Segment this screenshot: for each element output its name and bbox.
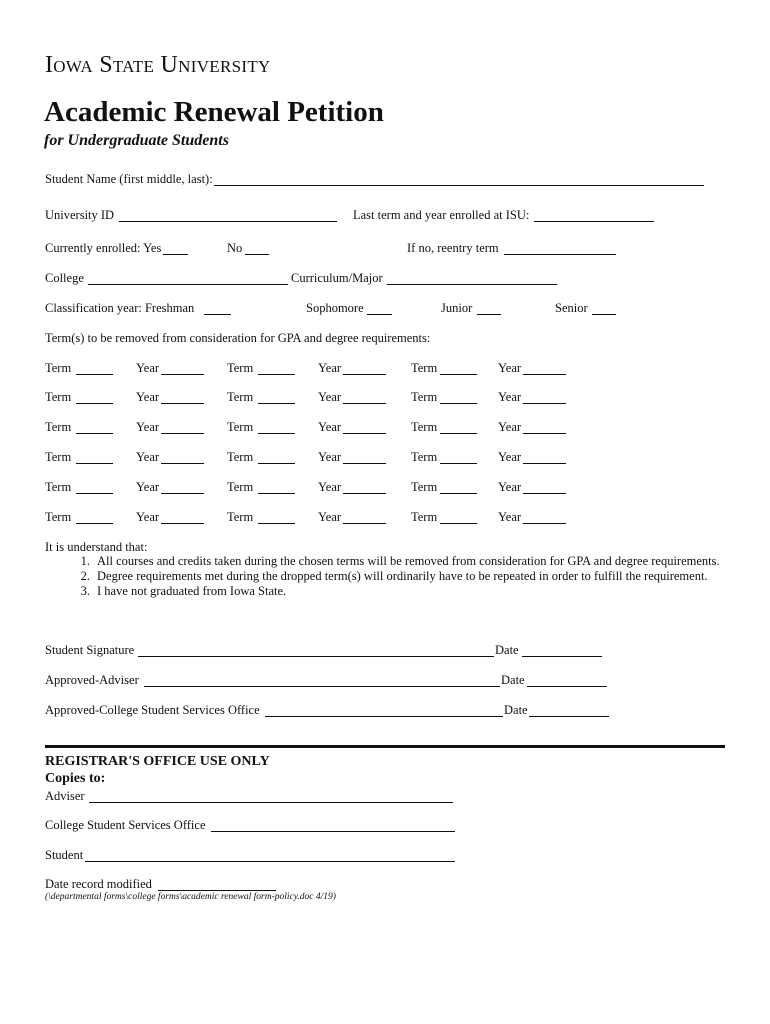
term-field[interactable] xyxy=(76,452,113,464)
curriculum-label: Curriculum/Major xyxy=(291,271,383,285)
term-label: Term xyxy=(227,450,254,464)
year-field[interactable] xyxy=(343,392,386,404)
term-field[interactable] xyxy=(76,512,113,524)
understand-intro: It is understand that: xyxy=(45,540,148,554)
term-label: Term xyxy=(227,390,254,404)
year-label: Year xyxy=(136,480,160,494)
enrolled-yes-field[interactable] xyxy=(163,243,188,255)
senior-label: Senior xyxy=(555,301,588,315)
date-modified-field[interactable] xyxy=(158,879,276,891)
year-field[interactable] xyxy=(161,452,204,464)
year-field[interactable] xyxy=(161,512,204,524)
year-label: Year xyxy=(498,361,522,375)
term-label: Term xyxy=(45,510,72,524)
copy-office-label: College Student Services Office xyxy=(45,818,206,832)
year-field[interactable] xyxy=(523,482,566,494)
freshman-field[interactable] xyxy=(204,303,231,315)
year-label: Year xyxy=(136,510,160,524)
term-field[interactable] xyxy=(258,482,295,494)
year-field[interactable] xyxy=(343,363,386,375)
sophomore-label: Sophomore xyxy=(306,301,364,315)
copy-student-field[interactable] xyxy=(85,850,455,862)
year-field[interactable] xyxy=(523,512,566,524)
term-label: Term xyxy=(411,361,438,375)
term-field[interactable] xyxy=(440,512,477,524)
copy-student-label: Student xyxy=(45,848,84,862)
term-field[interactable] xyxy=(258,452,295,464)
year-label: Year xyxy=(136,420,160,434)
date-modified-label: Date record modified xyxy=(45,877,152,891)
document-path-footer: (\departmental forms\college forms\academic renewal form-policy.doc 4/19) xyxy=(45,892,336,902)
year-field[interactable] xyxy=(161,422,204,434)
classification-label: Classification year: Freshman xyxy=(45,301,195,315)
student-date-label: Date xyxy=(495,643,519,657)
senior-field[interactable] xyxy=(592,303,616,315)
term-label: Term xyxy=(227,510,254,524)
year-label: Year xyxy=(498,510,522,524)
year-label: Year xyxy=(318,361,342,375)
sophomore-field[interactable] xyxy=(367,303,392,315)
term-label: Term xyxy=(227,361,254,375)
term-field[interactable] xyxy=(76,392,113,404)
enrolled-yes-label: Currently enrolled: Yes xyxy=(45,241,162,255)
term-field[interactable] xyxy=(76,482,113,494)
adviser-date-field[interactable] xyxy=(527,675,607,687)
year-label: Year xyxy=(318,510,342,524)
year-label: Year xyxy=(498,420,522,434)
office-approval-label: Approved-College Student Services Office xyxy=(45,703,260,717)
page-title: Academic Renewal Petition xyxy=(44,96,384,128)
page-subtitle: for Undergraduate Students xyxy=(44,132,229,149)
year-field[interactable] xyxy=(161,482,204,494)
student-signature-field[interactable] xyxy=(138,645,494,657)
term-label: Term xyxy=(411,480,438,494)
year-label: Year xyxy=(318,390,342,404)
university-id-field[interactable] xyxy=(119,210,337,222)
year-label: Year xyxy=(318,480,342,494)
year-label: Year xyxy=(136,361,160,375)
term-label: Term xyxy=(45,361,72,375)
enrolled-no-label: No xyxy=(227,241,243,255)
term-field[interactable] xyxy=(76,363,113,375)
student-name-field[interactable] xyxy=(214,174,704,186)
term-label: Term xyxy=(227,420,254,434)
office-date-field[interactable] xyxy=(529,705,609,717)
year-field[interactable] xyxy=(343,452,386,464)
junior-field[interactable] xyxy=(477,303,501,315)
year-field[interactable] xyxy=(523,422,566,434)
college-field[interactable] xyxy=(88,273,288,285)
year-label: Year xyxy=(136,450,160,464)
term-field[interactable] xyxy=(440,422,477,434)
year-field[interactable] xyxy=(161,392,204,404)
year-label: Year xyxy=(498,390,522,404)
term-field[interactable] xyxy=(440,392,477,404)
copy-adviser-label: Adviser xyxy=(45,789,85,803)
reentry-field[interactable] xyxy=(504,243,616,255)
adviser-approval-label: Approved-Adviser xyxy=(45,673,139,687)
university-logo: Iowa State University xyxy=(45,52,271,78)
curriculum-field[interactable] xyxy=(387,273,557,285)
year-field[interactable] xyxy=(343,512,386,524)
last-term-field[interactable] xyxy=(534,210,654,222)
last-term-label: Last term and year enrolled at ISU: xyxy=(353,208,530,222)
year-label: Year xyxy=(318,420,342,434)
reentry-label: If no, reentry term xyxy=(407,241,499,255)
office-approval-field[interactable] xyxy=(265,705,503,717)
terms-removed-label: Term(s) to be removed from consideration for GPA and degree requirements: xyxy=(45,331,431,345)
term-field[interactable] xyxy=(258,363,295,375)
term-label: Term xyxy=(45,420,72,434)
student-name-label: Student Name (first middle, last): xyxy=(45,172,213,186)
list-item: 1. All courses and credits taken during the chosen terms will be removed from consideration for GPA and degree requirements. xyxy=(80,554,720,568)
year-field[interactable] xyxy=(343,422,386,434)
section-divider xyxy=(45,745,725,748)
year-label: Year xyxy=(498,450,522,464)
term-field[interactable] xyxy=(440,363,477,375)
term-label: Term xyxy=(411,510,438,524)
term-field[interactable] xyxy=(440,452,477,464)
list-item: 3. I have not graduated from Iowa State. xyxy=(80,584,287,598)
term-label: Term xyxy=(411,420,438,434)
year-field[interactable] xyxy=(523,452,566,464)
student-date-field[interactable] xyxy=(522,645,602,657)
term-label: Term xyxy=(411,390,438,404)
year-field[interactable] xyxy=(523,363,566,375)
understand-list xyxy=(45,554,720,599)
college-label: College xyxy=(45,271,84,285)
term-field[interactable] xyxy=(76,422,113,434)
year-field[interactable] xyxy=(523,392,566,404)
term-field[interactable] xyxy=(258,392,295,404)
list-item: 2. Degree requirements met during the dropped term(s) will ordinarily have to be repeated in order to fulfill the requirement. xyxy=(80,569,708,583)
term-label: Term xyxy=(45,390,72,404)
student-signature-label: Student Signature xyxy=(45,643,135,657)
term-label: Term xyxy=(45,450,72,464)
registrar-heading: REGISTRAR'S OFFICE USE ONLY xyxy=(45,754,270,769)
year-field[interactable] xyxy=(343,482,386,494)
year-label: Year xyxy=(136,390,160,404)
term-label: Term xyxy=(227,480,254,494)
enrolled-no-field[interactable] xyxy=(245,243,269,255)
adviser-date-label: Date xyxy=(501,673,525,687)
year-label: Year xyxy=(318,450,342,464)
term-label: Term xyxy=(411,450,438,464)
term-label: Term xyxy=(45,480,72,494)
year-label: Year xyxy=(498,480,522,494)
term-field[interactable] xyxy=(258,512,295,524)
copy-adviser-field[interactable] xyxy=(89,791,453,803)
junior-label: Junior xyxy=(441,301,473,315)
term-field[interactable] xyxy=(440,482,477,494)
term-field[interactable] xyxy=(258,422,295,434)
copy-office-field[interactable] xyxy=(211,820,455,832)
office-date-label: Date xyxy=(504,703,528,717)
university-id-label: University ID xyxy=(45,208,115,222)
copies-heading: Copies to: xyxy=(45,771,106,786)
adviser-approval-field[interactable] xyxy=(144,675,500,687)
year-field[interactable] xyxy=(161,363,204,375)
